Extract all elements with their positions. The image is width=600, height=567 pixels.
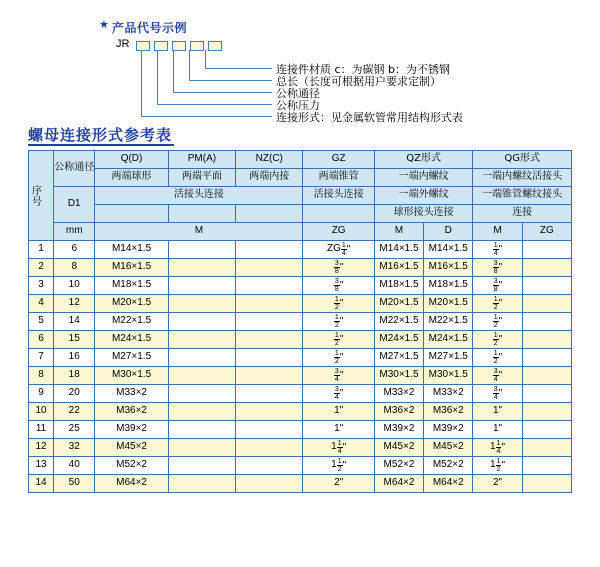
cell-qg-zg bbox=[522, 277, 571, 295]
table-header-row-4 bbox=[29, 205, 572, 223]
header-group-pma: PM(A) bbox=[168, 151, 235, 169]
cell-qg-zg bbox=[522, 421, 571, 439]
header-qz-ball-joint: 球形接头连接 bbox=[374, 205, 473, 223]
table-row bbox=[29, 439, 572, 457]
leader-line-h3 bbox=[173, 92, 272, 93]
cell-gz-zg: $\frac{1}{2}$ " bbox=[303, 349, 374, 367]
cell-qd-m: M39×2 bbox=[95, 421, 168, 439]
cell-qd-m: M14×1.5 bbox=[95, 241, 168, 259]
cell-seq: 13 bbox=[29, 457, 54, 475]
table-row bbox=[29, 403, 572, 421]
cell-qz-d: M16×1.5 bbox=[424, 259, 473, 277]
header-blank-nzc bbox=[236, 205, 303, 223]
cell-qg-m: $\frac{1}{4}$ " bbox=[473, 241, 522, 259]
header-blank-qd bbox=[95, 205, 168, 223]
cell-nzc-m bbox=[236, 295, 303, 313]
cell-gz-zg: $\frac{1}{2}$ " bbox=[303, 313, 374, 331]
header-seq: 序号 bbox=[29, 151, 54, 241]
cell-qz-d: M33×2 bbox=[424, 385, 473, 403]
cell-seq: 7 bbox=[29, 349, 54, 367]
table-header-row-1 bbox=[29, 151, 572, 169]
header-group-qg: QG形式 bbox=[473, 151, 572, 169]
cell-qg-m: $\frac{3}{4}$ " bbox=[473, 385, 522, 403]
cell-dn: 8 bbox=[54, 259, 95, 277]
cell-pma-m bbox=[168, 295, 235, 313]
cell-gz-zg: 1 $\frac{1}{2}$ " bbox=[303, 457, 374, 475]
cell-gz-zg: 2" bbox=[303, 475, 374, 493]
cell-qg-m: $\frac{1}{2}$ " bbox=[473, 313, 522, 331]
cell-qz-d: M20×1.5 bbox=[424, 295, 473, 313]
leader-line-h2 bbox=[157, 104, 272, 105]
cell-pma-m bbox=[168, 277, 235, 295]
cell-qd-m: M36×2 bbox=[95, 403, 168, 421]
cell-qz-m: M45×2 bbox=[374, 439, 423, 457]
cell-dn: 15 bbox=[54, 331, 95, 349]
cell-dn: 12 bbox=[54, 295, 95, 313]
leader-line-h1 bbox=[141, 116, 272, 117]
cell-pma-m bbox=[168, 403, 235, 421]
header-symbol-zg: ZG bbox=[303, 223, 374, 241]
header-blank-pma bbox=[168, 205, 235, 223]
cell-qz-d: M22×1.5 bbox=[424, 313, 473, 331]
legend-title: 产品代号示例 bbox=[112, 21, 188, 35]
cell-dn: 22 bbox=[54, 403, 95, 421]
header-qd-desc: 两端球形 bbox=[95, 169, 168, 187]
cell-qd-m: M18×1.5 bbox=[95, 277, 168, 295]
table-row bbox=[29, 313, 572, 331]
cell-pma-m bbox=[168, 457, 235, 475]
cell-gz-zg: 1" bbox=[303, 421, 374, 439]
cell-qz-m: M30×1.5 bbox=[374, 367, 423, 385]
cell-qz-d: M18×1.5 bbox=[424, 277, 473, 295]
cell-qz-m: M20×1.5 bbox=[374, 295, 423, 313]
header-symbol-m: M bbox=[95, 223, 303, 241]
cell-qz-m: M33×2 bbox=[374, 385, 423, 403]
header-union-connection: 活接头连接 bbox=[95, 187, 303, 205]
cell-gz-zg: $\frac{3}{4}$ " bbox=[303, 385, 374, 403]
cell-nzc-m bbox=[236, 241, 303, 259]
cell-qz-m: M18×1.5 bbox=[374, 277, 423, 295]
cell-qg-zg bbox=[522, 403, 571, 421]
table-row bbox=[29, 277, 572, 295]
cell-qd-m: M16×1.5 bbox=[95, 259, 168, 277]
cell-pma-m bbox=[168, 367, 235, 385]
cell-pma-m bbox=[168, 421, 235, 439]
legend-prefix: JR bbox=[116, 38, 130, 50]
cell-qg-m: $\frac{3}{4}$ " bbox=[473, 367, 522, 385]
product-code-legend bbox=[0, 0, 600, 128]
cell-dn: 20 bbox=[54, 385, 95, 403]
cell-qg-zg bbox=[522, 457, 571, 475]
cell-gz-zg: $\frac{1}{2}$ " bbox=[303, 295, 374, 313]
table-row bbox=[29, 241, 572, 259]
header-symbol-qg-zg: ZG bbox=[522, 223, 571, 241]
cell-qd-m: M45×2 bbox=[95, 439, 168, 457]
code-box-4 bbox=[190, 41, 204, 51]
cell-nzc-m bbox=[236, 457, 303, 475]
cell-qz-d: M64×2 bbox=[424, 475, 473, 493]
cell-nzc-m bbox=[236, 439, 303, 457]
header-unit-mm: mm bbox=[54, 223, 95, 241]
cell-dn: 14 bbox=[54, 313, 95, 331]
cell-qd-m: M64×2 bbox=[95, 475, 168, 493]
cell-seq: 4 bbox=[29, 295, 54, 313]
code-box-5 bbox=[208, 41, 222, 51]
cell-qz-d: M14×1.5 bbox=[424, 241, 473, 259]
cell-pma-m bbox=[168, 439, 235, 457]
cell-pma-m bbox=[168, 241, 235, 259]
table-row bbox=[29, 349, 572, 367]
cell-qz-d: M45×2 bbox=[424, 439, 473, 457]
code-box-1 bbox=[136, 41, 150, 51]
header-qg-desc: 一端内螺纹活接头 bbox=[473, 169, 572, 187]
cell-qg-m: 2" bbox=[473, 475, 522, 493]
cell-seq: 8 bbox=[29, 367, 54, 385]
table-row bbox=[29, 457, 572, 475]
header-nzc-desc: 两端内接 bbox=[236, 169, 303, 187]
header-symbol-qg-m: M bbox=[473, 223, 522, 241]
cell-qd-m: M24×1.5 bbox=[95, 331, 168, 349]
cell-qz-m: M14×1.5 bbox=[374, 241, 423, 259]
header-qz-external-thread: 一端外螺纹 bbox=[374, 187, 473, 205]
header-pma-desc: 两端平面 bbox=[168, 169, 235, 187]
cell-gz-zg: $\frac{3}{4}$ " bbox=[303, 367, 374, 385]
cell-qz-m: M36×2 bbox=[374, 403, 423, 421]
cell-qg-zg bbox=[522, 475, 571, 493]
cell-seq: 10 bbox=[29, 403, 54, 421]
cell-qg-m: 1 $\frac{1}{2}$ " bbox=[473, 457, 522, 475]
cell-qg-m: 1 $\frac{1}{4}$ " bbox=[473, 439, 522, 457]
cell-qg-zg bbox=[522, 349, 571, 367]
leader-line-v4 bbox=[189, 50, 190, 80]
header-group-gz: GZ bbox=[303, 151, 374, 169]
cell-qg-m: $\frac{3}{8}$ " bbox=[473, 277, 522, 295]
cell-gz-zg: $\frac{3}{8}$ " bbox=[303, 277, 374, 295]
legend-item-connection-type: 连接形式：见金属软管常用结构形式表 bbox=[276, 111, 463, 124]
cell-nzc-m bbox=[236, 349, 303, 367]
cell-qz-d: M27×1.5 bbox=[424, 349, 473, 367]
cell-qg-m: $\frac{1}{2}$ " bbox=[473, 331, 522, 349]
cell-qd-m: M22×1.5 bbox=[95, 313, 168, 331]
cell-nzc-m bbox=[236, 385, 303, 403]
table-header-row-5 bbox=[29, 223, 572, 241]
cell-qz-d: M52×2 bbox=[424, 457, 473, 475]
cell-qz-m: M39×2 bbox=[374, 421, 423, 439]
header-group-qz: QZ形式 bbox=[374, 151, 473, 169]
cell-qz-m: M24×1.5 bbox=[374, 331, 423, 349]
cell-seq: 1 bbox=[29, 241, 54, 259]
leader-line-v5 bbox=[205, 50, 206, 68]
cell-dn: 40 bbox=[54, 457, 95, 475]
cell-nzc-m bbox=[236, 313, 303, 331]
cell-qg-zg bbox=[522, 295, 571, 313]
cell-qg-m: 1" bbox=[473, 403, 522, 421]
cell-nzc-m bbox=[236, 331, 303, 349]
cell-pma-m bbox=[168, 385, 235, 403]
header-qg-taper-thread: 一端锥管螺纹接头 bbox=[473, 187, 572, 205]
cell-nzc-m bbox=[236, 367, 303, 385]
cell-seq: 6 bbox=[29, 331, 54, 349]
cell-qg-zg bbox=[522, 259, 571, 277]
cell-gz-zg: ZG $\frac{1}{4}$ " bbox=[303, 241, 374, 259]
cell-seq: 2 bbox=[29, 259, 54, 277]
cell-qz-m: M27×1.5 bbox=[374, 349, 423, 367]
header-group-nzc: NZ(C) bbox=[236, 151, 303, 169]
cell-qd-m: M30×1.5 bbox=[95, 367, 168, 385]
cell-qg-zg bbox=[522, 331, 571, 349]
cell-qd-m: M27×1.5 bbox=[95, 349, 168, 367]
cell-qg-m: $\frac{1}{2}$ " bbox=[473, 349, 522, 367]
cell-qd-m: M33×2 bbox=[95, 385, 168, 403]
cell-qd-m: M52×2 bbox=[95, 457, 168, 475]
cell-pma-m bbox=[168, 313, 235, 331]
cell-qg-zg bbox=[522, 313, 571, 331]
table-row bbox=[29, 295, 572, 313]
header-dn-d1: D1 bbox=[54, 187, 95, 223]
cell-dn: 10 bbox=[54, 277, 95, 295]
cell-dn: 18 bbox=[54, 367, 95, 385]
cell-qz-d: M36×2 bbox=[424, 403, 473, 421]
table-row bbox=[29, 421, 572, 439]
cell-nzc-m bbox=[236, 403, 303, 421]
cell-gz-zg: $\frac{3}{8}$ " bbox=[303, 259, 374, 277]
cell-dn: 16 bbox=[54, 349, 95, 367]
star-icon: ★ bbox=[99, 19, 109, 31]
cell-seq: 9 bbox=[29, 385, 54, 403]
leader-line-h5 bbox=[205, 68, 272, 69]
leader-line-v3 bbox=[173, 50, 174, 92]
nut-connection-table bbox=[28, 150, 572, 493]
header-group-qd: Q(D) bbox=[95, 151, 168, 169]
cell-pma-m bbox=[168, 331, 235, 349]
cell-pma-m bbox=[168, 259, 235, 277]
cell-nzc-m bbox=[236, 475, 303, 493]
header-dn: 公称通径 bbox=[54, 151, 95, 187]
leader-line-v1 bbox=[141, 50, 142, 116]
cell-pma-m bbox=[168, 349, 235, 367]
cell-qz-m: M52×2 bbox=[374, 457, 423, 475]
cell-qd-m: M20×1.5 bbox=[95, 295, 168, 313]
cell-dn: 25 bbox=[54, 421, 95, 439]
header-blank-gz bbox=[303, 205, 374, 223]
header-qg-connection: 连接 bbox=[473, 205, 572, 223]
leader-line-v2 bbox=[157, 50, 158, 104]
cell-qg-m: $\frac{3}{8}$ " bbox=[473, 259, 522, 277]
table-row bbox=[29, 331, 572, 349]
cell-dn: 6 bbox=[54, 241, 95, 259]
cell-nzc-m bbox=[236, 259, 303, 277]
table-title-underline bbox=[28, 144, 174, 146]
table-row bbox=[29, 259, 572, 277]
header-gz-desc: 两端锥管 bbox=[303, 169, 374, 187]
table-row bbox=[29, 367, 572, 385]
cell-nzc-m bbox=[236, 421, 303, 439]
header-qz-desc: 一端内螺纹 bbox=[374, 169, 473, 187]
header-symbol-qz-m: M bbox=[374, 223, 423, 241]
leader-line-h4 bbox=[189, 80, 272, 81]
cell-qz-m: M64×2 bbox=[374, 475, 423, 493]
legend-item-material: 连接件材质 c：为碳钢 b：为不锈钢 bbox=[276, 63, 451, 76]
code-box-3 bbox=[172, 41, 186, 51]
cell-gz-zg: $\frac{1}{2}$ " bbox=[303, 331, 374, 349]
table-title: 螺母连接形式参考表 bbox=[28, 126, 173, 144]
table-row bbox=[29, 475, 572, 493]
legend-item-nominal-diameter: 公称通径 bbox=[276, 87, 320, 100]
cell-dn: 32 bbox=[54, 439, 95, 457]
cell-qg-m: $\frac{1}{2}$ " bbox=[473, 295, 522, 313]
header-symbol-qz-d: D bbox=[424, 223, 473, 241]
header-gz-union: 活接头连接 bbox=[303, 187, 374, 205]
cell-gz-zg: 1" bbox=[303, 403, 374, 421]
cell-qg-zg bbox=[522, 439, 571, 457]
legend-item-nominal-pressure: 公称压力 bbox=[276, 99, 320, 112]
cell-qg-zg bbox=[522, 385, 571, 403]
cell-qg-m: 1" bbox=[473, 421, 522, 439]
cell-qz-d: M24×1.5 bbox=[424, 331, 473, 349]
table-row bbox=[29, 385, 572, 403]
table-header-row-2 bbox=[29, 169, 572, 187]
cell-qz-d: M30×1.5 bbox=[424, 367, 473, 385]
cell-seq: 12 bbox=[29, 439, 54, 457]
cell-seq: 11 bbox=[29, 421, 54, 439]
cell-dn: 50 bbox=[54, 475, 95, 493]
cell-seq: 5 bbox=[29, 313, 54, 331]
cell-seq: 3 bbox=[29, 277, 54, 295]
cell-gz-zg: 1 $\frac{1}{4}$ " bbox=[303, 439, 374, 457]
legend-item-total-length: 总长（长度可根据用户要求定制） bbox=[276, 75, 441, 88]
cell-nzc-m bbox=[236, 277, 303, 295]
cell-qz-d: M39×2 bbox=[424, 421, 473, 439]
cell-qz-m: M22×1.5 bbox=[374, 313, 423, 331]
legend-code-boxes bbox=[136, 41, 222, 51]
cell-qg-zg bbox=[522, 367, 571, 385]
cell-seq: 14 bbox=[29, 475, 54, 493]
cell-qg-zg bbox=[522, 241, 571, 259]
table-header-row-3 bbox=[29, 187, 572, 205]
cell-pma-m bbox=[168, 475, 235, 493]
cell-qz-m: M16×1.5 bbox=[374, 259, 423, 277]
